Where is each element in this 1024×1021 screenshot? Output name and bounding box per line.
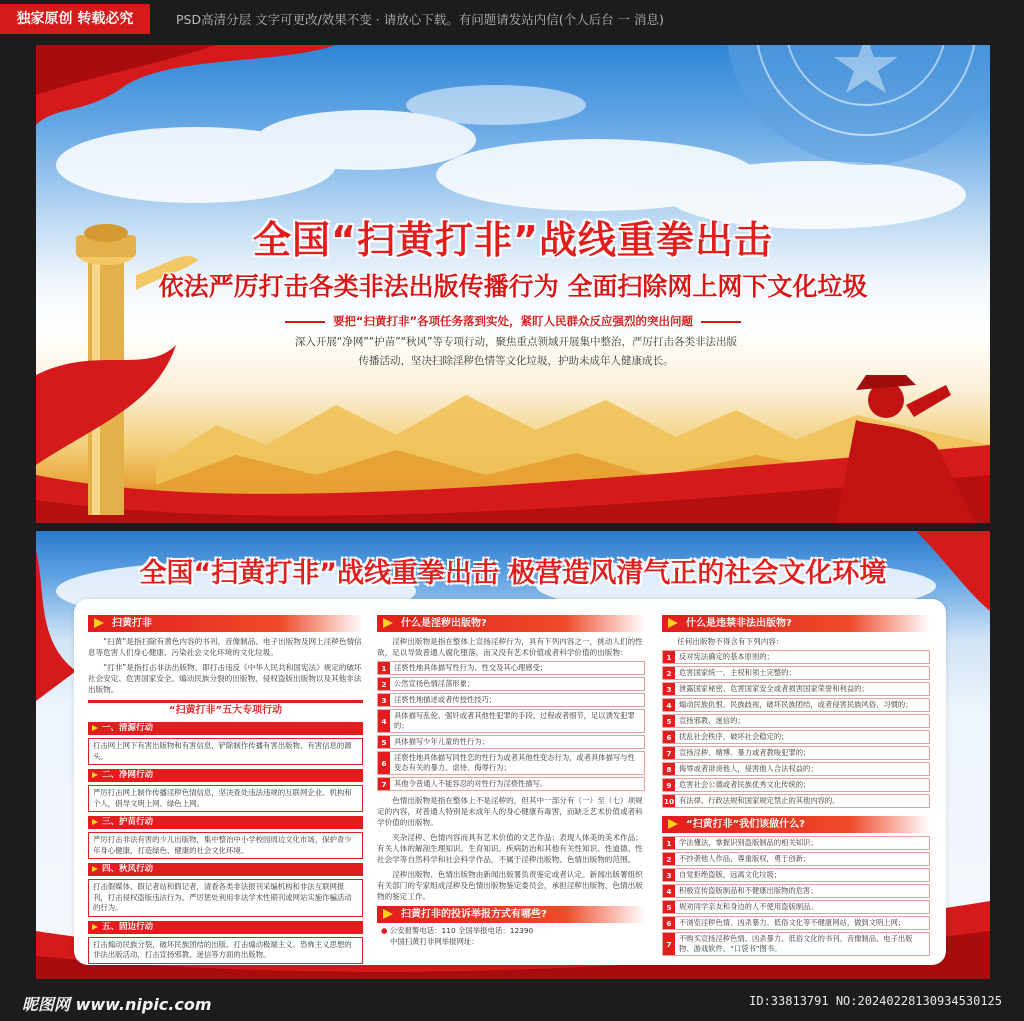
list-item: 3 泄露国家秘密、危害国家安全或者损害国家荣誉和利益的； xyxy=(662,682,930,696)
section-heading-sweep: 扫黄打非 xyxy=(88,615,363,632)
section-heading-prohibited: 什么是违禁非法出版物? xyxy=(662,615,930,632)
column-prohibited xyxy=(662,615,930,958)
section-heading-obscene: 什么是淫秽出版物? xyxy=(377,615,645,632)
action-title: 三、护苗行动 xyxy=(88,816,363,829)
list-item: 3 自觉拒绝盗版，远离文化垃圾； xyxy=(662,868,930,882)
crime-definition: “打非”是指打击非法出版物、即打击违反《中华人民共和国宪法》规定的破坏社会安定、危害国家安全、煽动民族分裂的出版物，侵权盗版出版物以及其他非法出版物。 xyxy=(88,663,362,694)
list-item: 3 淫亵性地描述或者传授性技巧； xyxy=(377,693,645,707)
tagline-dash-left xyxy=(285,321,325,323)
list-item: 1 淫亵性地具体描写性行为、性交及其心理感受； xyxy=(377,661,645,675)
sweep-definition: “扫黄”是指扫除有黄色内容的书刊、音像制品、电子出版物及网上淫秽色情信息等危害人们身心健康、污染社会文化环境的文化垃圾。 xyxy=(88,637,362,657)
list-item: 2 危害国家统一、主权和领土完整的； xyxy=(662,666,930,680)
watermark-url: www.nipic.com xyxy=(75,995,212,1014)
list-item: 5 具体描写少年儿童的性行为； xyxy=(377,735,645,749)
list-item: 6 扰乱社会秩序，破坏社会稳定的； xyxy=(662,730,930,744)
list-item: 5 宣扬邪教、迷信的； xyxy=(662,714,930,728)
list-item: 9 危害社会公德或者民族优秀文化传统的； xyxy=(662,778,930,792)
download-notice: PSD高清分层 文字可更改/效果不变 · 请放心下载。有问题请发站内信(个人后台 一 消息) xyxy=(176,12,664,27)
action-title: 五、固边行动 xyxy=(88,921,363,934)
list-item: 4 积极宣传盗版制品和不健康出版物的危害； xyxy=(662,884,930,898)
action-title: 一、清源行动 xyxy=(88,722,363,735)
hero-subtitle: 依法严厉打击各类非法出版传播行为 全面扫除网上网下文化垃圾 xyxy=(158,272,868,301)
watermark-logo-text: 昵图网 xyxy=(22,995,71,1014)
watermark-logo xyxy=(22,992,212,1015)
top-strip xyxy=(0,0,1024,40)
tagline-dash-right xyxy=(701,321,741,323)
action-text: 严厉打击非法有害的少儿出版物，集中整治中小学校园周边文化市场，保护青少年身心健康，打造绿色、健康的社会文化环境。 xyxy=(88,832,363,859)
list-item: 4 具体描写乱伦、强奸或者其他性犯罪的手段、过程或者细节，足以诱发犯罪的； xyxy=(377,709,645,733)
section-heading-actions: “扫黄打非”五大专项行动 xyxy=(88,700,363,718)
board-headline: 全国“扫黄打非”战线重拳出击 极营造风清气正的社会文化环境 xyxy=(139,558,887,589)
original-tag: 独家原创 转载必究 xyxy=(0,4,150,34)
art-exception: 夹杂淫秽、色情内容而具有艺术价值的文艺作品；表现人体美的美术作品；有关人体的解剖生理知识、生育知识、疾病防治和其他有关性知识、性道德、性社会学等自然科学和社会科学作品，不属于淫秽出版物、色情出版物的范围。 xyxy=(377,833,643,864)
hero-body: 深入开展“净网”“护苗”“秋风”等专项行动，聚焦重点领域开展集中整治，严厉打击各类非法出版传播活动，坚决扫除淫秽色情等文化垃圾，护助未成年人健康成长。 xyxy=(294,336,738,367)
content-card xyxy=(74,599,946,965)
list-item: 2 不抄袭他人作品，尊重版权，勇于创新； xyxy=(662,852,930,866)
action-text: 严厉打击网上制作传播淫秽色情信息，坚决查处违法违规的互联网企业、机构和个人，倡导文明上网、绿色上网。 xyxy=(88,785,363,812)
pornographic-definition: 色情出版物是指在整体上不是淫秽的，但其中一部分有（一）至（七）项规定的内容，对普通人特别是未成年人的身心健康有毒害，而缺乏艺术价值或者科学价值的出版物。 xyxy=(377,796,643,827)
what-to-do-list xyxy=(662,836,930,956)
prohibited-list xyxy=(662,650,930,808)
banner-bottom xyxy=(36,531,990,979)
list-item: 7 不购买宣扬淫秽色情、凶杀暴力、低俗文化的书刊、音像制品、电子出版物、游戏软件、“口袋书”图书。 xyxy=(662,932,930,956)
action-text: 打击网上网下有害出版物和有害信息，铲除制作传播有害出版物、有害信息的源头。 xyxy=(88,738,363,765)
column-sweep-crime xyxy=(88,615,363,964)
list-item: 2 公然宣扬色情淫荡形象； xyxy=(377,677,645,691)
action-title: 二、净网行动 xyxy=(88,769,363,782)
watermark-bar xyxy=(0,984,1024,1021)
hotline-website: 中国扫黄打非网举报网址： xyxy=(390,936,479,946)
hero-title: 全国“扫黄打非”战线重拳出击 xyxy=(253,218,773,262)
list-item: 7 其他令普通人不能容忍的对性行为淫亵性描写。 xyxy=(377,777,645,791)
list-item: 4 煽动民族仇恨、民族歧视，破坏民族团结，或者侵害民族风俗、习惯的； xyxy=(662,698,930,712)
tagline-text: 要把“扫黄打非”各项任务落到实处，紧盯人民群众反应强烈的突出问题 xyxy=(332,314,694,328)
column-obscene xyxy=(377,615,645,947)
hotline-phone: 公安报警电话：110 全国举报电话：12390 xyxy=(389,926,534,935)
list-item: 1 学法懂法，掌握识别盗版制品的相关知识； xyxy=(662,836,930,850)
list-item: 5 规劝同学亲友和身边的人不使用盗版制品。 xyxy=(662,900,930,914)
section-heading-what-to-do: “扫黄打非”我们该做什么? xyxy=(662,816,930,833)
action-text: 打击煽动民族分裂，破坏民族团结的出版。打击煽动极端主义、恐怖主义思想的非法出版活动，打击宣扬邪教、迷信等方面的出版物。 xyxy=(88,937,363,964)
emblem-rays xyxy=(726,45,990,165)
obscene-intro: 淫秽出版物是指在整体上宣扬淫秽行为，具有下列内容之一，挑动人们的性欲，足以导致普通人腐化堕落，而又没有艺术价值或者科学价值的出版物： xyxy=(377,637,643,657)
watermark-id: ID:33813791 NO:20240228130934530125 xyxy=(749,994,1002,1008)
action-text: 打击假媒体、假记者站和假记者，清查各类非法报刊采编机构和非法互联网报刊，打击侵权盗版违法行为。严厉惩处利用非法学术性期刊或网站实施诈骗活动的行为。 xyxy=(88,879,363,917)
section-heading-hotline: 扫黄打非的投诉举报方式有哪些? xyxy=(377,906,645,923)
banner-top xyxy=(36,45,990,523)
prohibited-intro: 任何出版物不得含有下列内容： xyxy=(677,637,784,646)
appraisal-note: 淫秽出版物、色情出版物由新闻出版署负责鉴定或者认定。新闻出版署组织有关部门的专家组成淫秽及色情出版物鉴定委员会，承担淫秽出版物、色情出版物的鉴定工作。 xyxy=(377,870,643,901)
obscene-list xyxy=(377,661,645,791)
list-item: 7 宣扬淫秽、赌博、暴力或者教唆犯罪的； xyxy=(662,746,930,760)
hero-tagline xyxy=(36,313,990,329)
list-item: 6 不浏览淫秽色情、凶杀暴力、低俗文化等不健康网站，做到文明上网； xyxy=(662,916,930,930)
list-item: 8 侮辱或者诽谤他人，侵害他人合法权益的； xyxy=(662,762,930,776)
bullet-icon: ● xyxy=(381,926,390,935)
hotline-numbers xyxy=(377,926,645,937)
list-item: 10 有法律、行政法规和国家规定禁止的其他内容的。 xyxy=(662,794,930,808)
list-item: 1 反对宪法确定的基本原则的； xyxy=(662,650,930,664)
action-title: 四、秋风行动 xyxy=(88,863,363,876)
list-item: 6 淫亵性地具体描写同性恋的性行为或者其他性变态行为，或者具体描写与性变态有关的暴力、虐待、侮辱行为； xyxy=(377,751,645,775)
